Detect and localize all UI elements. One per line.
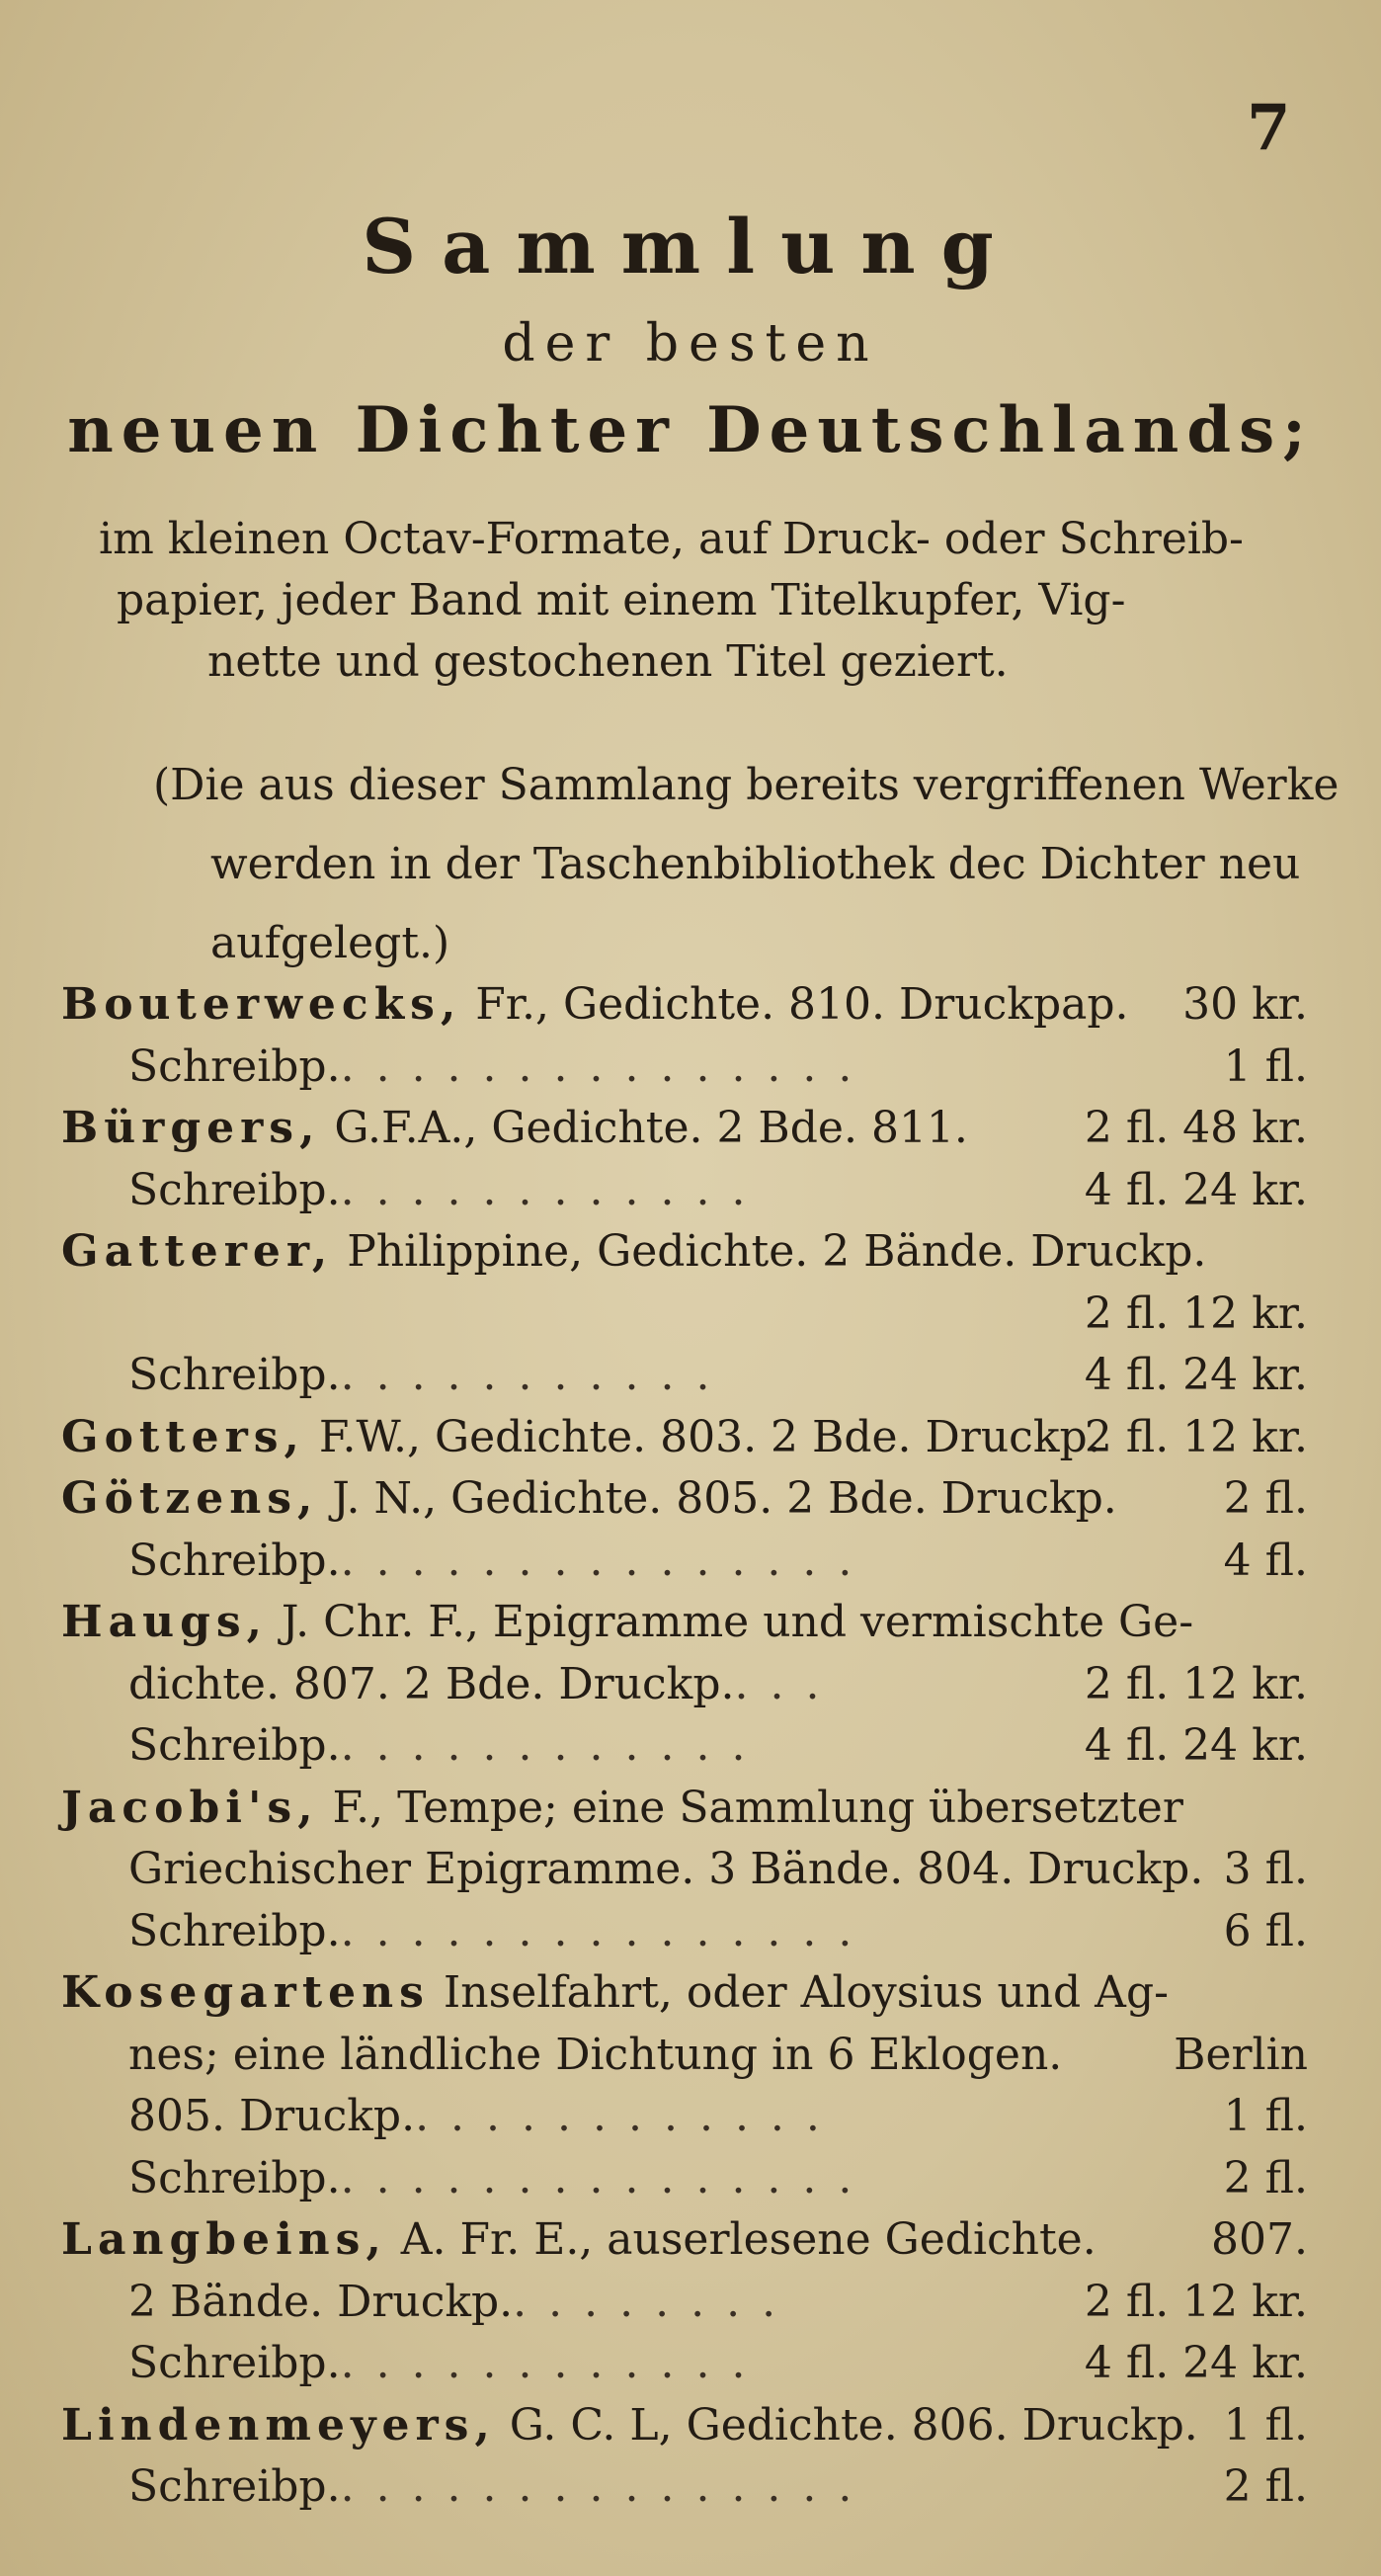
catalog-entry [61, 1097, 1308, 1160]
catalog-entry [61, 1467, 1308, 1531]
entry-text: Schreibp. [128, 1164, 341, 1215]
price: 2 fl. [1223, 2461, 1308, 2512]
entry-text: Griechischer Epigramme. 3 Bände. 804. Druckp. [128, 1844, 1204, 1894]
catalog-entry-detail [128, 2085, 1308, 2148]
price: 1 fl. [1223, 2091, 1308, 2141]
leader-dots: ............ [340, 1164, 768, 1215]
description-line: im kleinen Octav-Formate, auf Druck- oder Schreib- [99, 514, 1244, 564]
description [99, 509, 1304, 693]
price: 807. [1211, 2214, 1308, 2265]
catalog-entry-detail [128, 2455, 1308, 2519]
catalog-entry-detail [128, 1714, 1308, 1778]
price: 4 fl. 24 kr. [1084, 1720, 1308, 1771]
price: 1 fl. [1223, 2399, 1308, 2451]
entry-text: Schreibp. [128, 1720, 341, 1771]
catalog-entry-detail [128, 2332, 1308, 2395]
entry-text: Schreibp. [128, 2461, 341, 2512]
price: 4 fl. 24 kr. [1084, 1164, 1308, 1215]
note-line: aufgelegt.) [210, 918, 450, 968]
price: 4 fl. 24 kr. [1084, 2338, 1308, 2388]
price: 2 fl. 12 kr. [1084, 1411, 1308, 1462]
author-name: Gatterer, [61, 1226, 334, 1277]
catalog-entry-detail [128, 1159, 1308, 1222]
note-line: (Die aus dieser Sammlang bereits vergriffenen Werke [153, 760, 1340, 810]
author-name: Kosegartens [61, 1967, 430, 2018]
leader-dots: ............ [415, 2091, 842, 2141]
leader-dots: ........ [513, 2276, 798, 2327]
catalog-entry [61, 973, 1308, 1037]
catalog-entry [61, 1591, 1308, 1654]
entry-text: 805. Druckp. [128, 2091, 416, 2141]
author-name: Jacobi's, [61, 1782, 319, 1833]
price: 2 fl. 12 kr. [1084, 1658, 1308, 1709]
note [153, 746, 1340, 983]
price: 1 fl. [1223, 1040, 1308, 1092]
catalog-entry-detail [128, 1036, 1308, 1099]
entry-text: G. C. L, Gedichte. 806. Druckp. [495, 2399, 1198, 2451]
entry-text: A. Fr. E., auserlesene Gedichte. [386, 2214, 1097, 2265]
price: 30 kr. [1182, 979, 1308, 1030]
entry-text: F., Tempe; eine Sammlung übersetzter [318, 1782, 1183, 1833]
author-name: Langbeins, [61, 2214, 387, 2265]
catalog-entry-detail [128, 1653, 1308, 1716]
title-line-1: Sammlung [362, 203, 1019, 291]
entry-text: Schreibp. [128, 2338, 341, 2388]
entry-text: Fr., Gedichte. 810. Druckpap. [461, 979, 1129, 1030]
entry-text: J. Chr. F., Epigramme und vermischte Ge- [267, 1597, 1194, 1647]
entry-text: G.F.A., Gedichte. 2 Bde. 811. [320, 1103, 968, 1153]
catalog-entry [61, 1777, 1308, 1840]
leader-dots: ............... [340, 1040, 874, 1092]
catalog-entry [61, 2208, 1308, 2272]
entry-text: 2 Bände. Druckp. [128, 2276, 514, 2327]
description-line: nette und gestochenen Titel geziert. [207, 636, 1009, 687]
catalog-entry-detail [128, 2147, 1308, 2210]
catalog-entry-detail [128, 1283, 1308, 1346]
leader-dots: ............... [340, 1535, 874, 1586]
catalog-entry-detail [128, 1900, 1308, 1963]
author-name: Bürgers, [61, 1103, 321, 1153]
catalog-entry [61, 1220, 1308, 1284]
author-name: Lindenmeyers, [61, 2399, 496, 2451]
price: 4 fl. 24 kr. [1084, 1350, 1308, 1400]
leader-dots: ............ [340, 1720, 768, 1771]
price: Berlin [1174, 2029, 1308, 2080]
price: 2 fl. 12 kr. [1084, 2276, 1308, 2327]
author-name: Haugs, [61, 1597, 268, 1647]
leader-dots: ............... [340, 2152, 874, 2203]
price: 6 fl. [1223, 1905, 1308, 1956]
title-line-2: der besten [502, 314, 879, 374]
entry-text: Schreibp. [128, 1350, 341, 1400]
entry-text: F.W., Gedichte. 803. 2 Bde. Druckp. [304, 1411, 1101, 1462]
leader-dots: ............ [340, 2338, 768, 2388]
title-line-3: neuen Dichter Deutschlands; [67, 393, 1314, 467]
leader-dots: ............... [340, 2461, 874, 2512]
catalog-entry-detail [128, 1838, 1308, 1901]
leader-dots: ........... [340, 1350, 732, 1400]
author-name: Götzens, [61, 1473, 319, 1524]
catalog-entry-detail [128, 2271, 1308, 2334]
entry-text: Schreibp. [128, 2152, 341, 2203]
entry-text: Philippine, Gedichte. 2 Bände. Druckp. [333, 1226, 1207, 1277]
note-line: werden in der Taschenbibliothek dec Dichter neu [210, 839, 1301, 889]
price: 2 fl. 48 kr. [1084, 1103, 1308, 1153]
entry-text: J. N., Gedichte. 805. 2 Bde. Druckp. [318, 1473, 1117, 1524]
entry-text: Inselfahrt, oder Aloysius und Ag- [429, 1967, 1169, 2018]
entry-text: Schreibp. [128, 1905, 341, 1956]
price: 4 fl. [1223, 1535, 1308, 1586]
catalog-entry [61, 2394, 1308, 2457]
entry-text: Schreibp. [128, 1535, 341, 1586]
page-number: 7 [1247, 91, 1291, 165]
leader-dots: ... [734, 1658, 842, 1709]
description-line: papier, jeder Band mit einem Titelkupfer, Vig- [117, 575, 1126, 625]
author-name: Gotters, [61, 1411, 305, 1462]
price: 2 fl. 12 kr. [1084, 1288, 1308, 1339]
entry-text: dichte. 807. 2 Bde. Druckp. [128, 1658, 735, 1709]
entry-text: Schreibp. [128, 1040, 341, 1092]
catalog-entry [61, 1961, 1308, 2025]
price: 2 fl. [1223, 1473, 1308, 1524]
catalog-entry-detail [128, 1344, 1308, 1407]
author-name: Bouterwecks, [61, 979, 462, 1030]
price: 3 fl. [1223, 1844, 1308, 1894]
catalog-entry-detail [128, 2024, 1308, 2087]
entry-text: nes; eine ländliche Dichtung in 6 Eklogen. [128, 2029, 1063, 2080]
leader-dots: ............... [340, 1905, 874, 1956]
price: 2 fl. [1223, 2152, 1308, 2203]
catalog-entry [61, 1406, 1308, 1469]
catalog-entry-detail [128, 1530, 1308, 1593]
